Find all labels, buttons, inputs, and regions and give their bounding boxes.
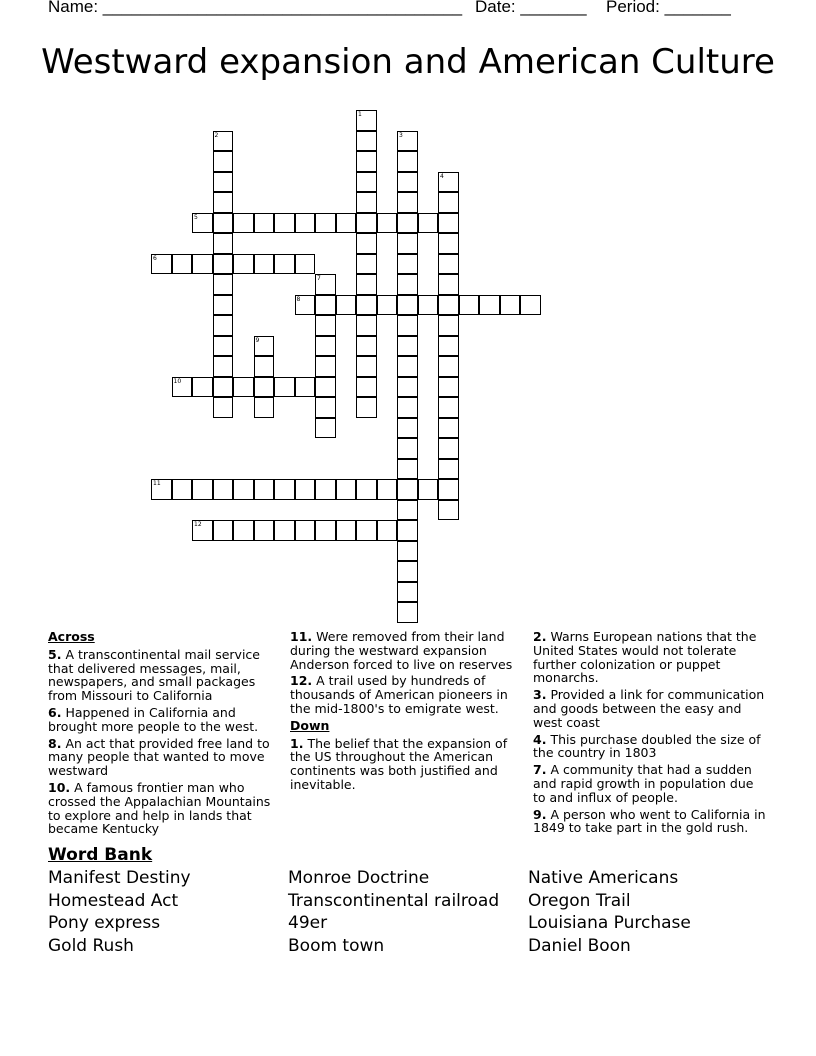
cell-number: 7 [317, 275, 321, 282]
crossword-cell[interactable] [213, 192, 234, 213]
clue-across-11: 11. Were removed from their land during the westward expansion Anderson forced to live on reserves [290, 629, 513, 672]
crossword-cell[interactable] [315, 356, 336, 377]
crossword-cell[interactable] [356, 336, 377, 357]
crossword-cell[interactable] [274, 479, 295, 500]
crossword-cell[interactable] [213, 315, 234, 336]
crossword-cell[interactable] [397, 213, 418, 234]
crossword-cell[interactable] [172, 254, 193, 275]
crossword-cell[interactable] [356, 274, 377, 295]
cell-number: 11 [153, 480, 161, 487]
crossword-cell[interactable] [315, 418, 336, 439]
word-bank-item: Native Americans [528, 868, 679, 888]
crossword-cell[interactable] [356, 356, 377, 377]
crossword-cell[interactable] [479, 295, 500, 316]
period-field[interactable]: Period: _______ [606, 0, 731, 16]
crossword-cell[interactable] [397, 151, 418, 172]
crossword-cell[interactable] [438, 500, 459, 521]
cell-number: 9 [255, 336, 260, 344]
cell-number: 4 [440, 172, 444, 180]
crossword-cell[interactable] [254, 479, 275, 500]
crossword-cell[interactable] [213, 520, 234, 541]
clues-column-2 [290, 628, 518, 795]
crossword-cell[interactable] [192, 377, 213, 398]
crossword-cell[interactable] [233, 213, 254, 234]
crossword-cell[interactable] [377, 295, 398, 316]
crossword-cell[interactable] [315, 479, 336, 500]
crossword-cell[interactable] [172, 479, 193, 500]
clue-down-7: 7. A community that had a sudden and rapid growth in population due to and influx of people. [533, 762, 754, 805]
crossword-cell[interactable] [192, 520, 213, 541]
crossword-cell[interactable] [397, 254, 418, 275]
crossword-cell[interactable] [397, 336, 418, 357]
crossword-cell[interactable] [213, 254, 234, 275]
crossword-cell[interactable] [438, 172, 459, 193]
crossword-cell[interactable] [192, 213, 213, 234]
crossword-cell[interactable] [438, 336, 459, 357]
crossword-cell[interactable] [438, 315, 459, 336]
crossword-cell[interactable] [397, 479, 418, 500]
crossword-cell[interactable] [233, 254, 254, 275]
clue-across-12: 12. A trail used by hundreds of thousands of American pioneers in the mid-1800's to emigrate west. [290, 673, 508, 716]
crossword-cell[interactable] [315, 397, 336, 418]
crossword-cell[interactable] [213, 397, 234, 418]
crossword-cell[interactable] [213, 377, 234, 398]
crossword-cell[interactable] [397, 356, 418, 377]
crossword-cell[interactable] [315, 520, 336, 541]
crossword-cell[interactable] [418, 213, 439, 234]
crossword-cell[interactable] [438, 254, 459, 275]
word-bank-title: Word Bank [48, 845, 153, 865]
crossword-cell[interactable] [274, 377, 295, 398]
crossword-cell[interactable] [459, 295, 480, 316]
crossword-cell[interactable] [336, 479, 357, 500]
crossword-cell[interactable] [438, 377, 459, 398]
crossword-cell[interactable] [356, 151, 377, 172]
crossword-cell[interactable] [336, 520, 357, 541]
crossword-cell[interactable] [254, 397, 275, 418]
cell-number: 12 [194, 521, 202, 528]
crossword-cell[interactable] [438, 459, 459, 480]
crossword-cell[interactable] [397, 561, 418, 582]
crossword-cell[interactable] [397, 582, 418, 603]
crossword-cell[interactable] [356, 131, 377, 152]
cell-number: 5 [194, 213, 198, 221]
crossword-cell[interactable] [438, 274, 459, 295]
clue-across-5: 5. A transcontinental mail service that delivered messages, mail, newspapers, and small packages from Missouri to California [48, 646, 260, 704]
crossword-cell[interactable] [397, 172, 418, 193]
clue-across-6: 6. Happened in California and brought more people to the west. [48, 704, 259, 734]
crossword-cell[interactable] [397, 131, 418, 152]
crossword-cell[interactable] [438, 438, 459, 459]
crossword-cell[interactable] [356, 315, 377, 336]
crossword-cell[interactable] [213, 295, 234, 316]
crossword-cell[interactable] [356, 172, 377, 193]
crossword-cell[interactable] [274, 213, 295, 234]
crossword-cell[interactable] [377, 520, 398, 541]
crossword-cell[interactable] [254, 336, 275, 357]
clues-column-1 [48, 628, 284, 839]
clue-down-1: 1. The belief that the expansion of the US throughout the American continents was both justified and inevitable. [290, 735, 508, 792]
crossword-cell[interactable] [213, 356, 234, 377]
crossword-cell[interactable] [397, 192, 418, 213]
crossword-cell[interactable] [438, 213, 459, 234]
crossword-cell[interactable] [315, 336, 336, 357]
crossword-cell[interactable] [397, 233, 418, 254]
crossword-cell[interactable] [500, 295, 521, 316]
crossword-cell[interactable] [356, 110, 377, 131]
crossword-cell[interactable] [213, 172, 234, 193]
clue-down-4: 4. This purchase doubled the size of the country in 1803 [533, 731, 761, 761]
crossword-cell[interactable] [213, 213, 234, 234]
name-field[interactable]: Name: ______________________________________ [48, 0, 463, 16]
word-bank-item: 49er [288, 913, 328, 933]
word-bank-item: Pony express [48, 913, 161, 933]
crossword-cell[interactable] [397, 500, 418, 521]
crossword-cell[interactable] [254, 377, 275, 398]
crossword-cell[interactable] [438, 233, 459, 254]
crossword-cell[interactable] [356, 520, 377, 541]
crossword-cell[interactable] [377, 479, 398, 500]
down-heading: Down [290, 717, 330, 733]
crossword-cell[interactable] [356, 213, 377, 234]
crossword-cell[interactable] [438, 295, 459, 316]
crossword-cell[interactable] [315, 213, 336, 234]
cell-number: 10 [173, 377, 182, 385]
crossword-cell[interactable] [274, 520, 295, 541]
crossword-cell[interactable] [438, 397, 459, 418]
crossword-cell[interactable] [315, 274, 336, 295]
crossword-cell[interactable] [397, 541, 418, 562]
crossword-cell[interactable] [356, 479, 377, 500]
crossword-cell[interactable] [254, 356, 275, 377]
crossword-cell[interactable] [233, 377, 254, 398]
crossword-cell[interactable] [192, 479, 213, 500]
crossword-cell[interactable] [397, 315, 418, 336]
crossword-cell[interactable] [213, 274, 234, 295]
crossword-cell[interactable] [274, 254, 295, 275]
clues-column-3 [533, 628, 769, 838]
crossword-cell[interactable] [295, 254, 316, 275]
word-bank-item: Homestead Act [48, 891, 179, 911]
word-bank-item: Manifest Destiny [48, 868, 191, 888]
crossword-cell[interactable] [213, 131, 234, 152]
crossword-cell[interactable] [438, 192, 459, 213]
crossword-cell[interactable] [438, 418, 459, 439]
word-bank-item: Transcontinental railroad [288, 891, 500, 911]
crossword-cell[interactable] [336, 213, 357, 234]
clue-down-9: 9. A person who went to California in 1849 to take part in the gold rush. [533, 806, 766, 836]
crossword-cell[interactable] [397, 438, 418, 459]
crossword-cell[interactable] [356, 233, 377, 254]
crossword-cell[interactable] [438, 356, 459, 377]
cell-number: 2 [214, 131, 219, 139]
crossword-cell[interactable] [213, 151, 234, 172]
crossword-cell[interactable] [397, 459, 418, 480]
clue-across-8: 8. An act that provided free land to many people that wanted to move westward [48, 735, 270, 779]
word-bank-item: Louisiana Purchase [528, 913, 691, 933]
cell-number: 6 [153, 254, 157, 262]
crossword-cell[interactable] [336, 295, 357, 316]
word-bank-item: Gold Rush [48, 936, 134, 956]
crossword-cell[interactable] [397, 397, 418, 418]
crossword-cell[interactable] [192, 254, 213, 275]
crossword-cell[interactable] [377, 213, 398, 234]
crossword-cell[interactable] [397, 418, 418, 439]
crossword-cell[interactable] [151, 479, 172, 500]
crossword-cell[interactable] [397, 377, 418, 398]
crossword-cell[interactable] [356, 192, 377, 213]
crossword-cell[interactable] [315, 377, 336, 398]
crossword-cell[interactable] [418, 295, 439, 316]
crossword-cell[interactable] [397, 274, 418, 295]
crossword-cell[interactable] [213, 336, 234, 357]
clue-down-2: 2. Warns European nations that the United States would not tolerate further colonization or puppet monarchs. [533, 629, 757, 686]
crossword-cell[interactable] [315, 295, 336, 316]
crossword-cell[interactable] [213, 479, 234, 500]
crossword-cell[interactable] [356, 254, 377, 275]
cell-number: 1 [358, 111, 362, 118]
crossword-cell[interactable] [254, 254, 275, 275]
clue-across-10: 10. A famous frontier man who crossed the Appalachian Mountains to explore and help in lands that became Kentucky [48, 779, 271, 837]
date-field[interactable]: Date: _______ [475, 0, 587, 16]
crossword-cell[interactable] [397, 520, 418, 541]
crossword-cell[interactable] [295, 295, 316, 316]
crossword-cell[interactable] [520, 295, 541, 316]
crossword-cell[interactable] [397, 602, 418, 623]
cell-number: 3 [399, 131, 403, 139]
crossword-cell[interactable] [295, 479, 316, 500]
crossword-cell[interactable] [295, 520, 316, 541]
clue-down-3: 3. Provided a link for communication and goods between the easy and west coast [533, 687, 765, 730]
crossword-cell[interactable] [295, 213, 316, 234]
word-bank-item: Oregon Trail [528, 891, 631, 911]
word-bank-item: Boom town [288, 936, 385, 956]
page-title: Westward expansion and American Culture [41, 42, 775, 82]
word-bank-item: Monroe Doctrine [288, 868, 430, 888]
crossword-cell[interactable] [233, 520, 254, 541]
crossword-cell[interactable] [418, 479, 439, 500]
crossword-cell[interactable] [315, 315, 336, 336]
crossword-cell[interactable] [254, 520, 275, 541]
crossword-cell[interactable] [151, 254, 172, 275]
crossword-cell[interactable] [172, 377, 193, 398]
crossword-cell[interactable] [356, 295, 377, 316]
cell-number: 8 [296, 295, 301, 303]
crossword-cell[interactable] [233, 479, 254, 500]
crossword-cell[interactable] [213, 233, 234, 254]
crossword-cell[interactable] [295, 377, 316, 398]
word-bank-item: Daniel Boon [528, 936, 631, 956]
across-heading: Across [48, 629, 95, 644]
crossword-cell[interactable] [438, 479, 459, 500]
crossword-cell[interactable] [356, 397, 377, 418]
crossword-cell[interactable] [356, 377, 377, 398]
crossword-cell[interactable] [397, 295, 418, 316]
crossword-cell[interactable] [254, 213, 275, 234]
